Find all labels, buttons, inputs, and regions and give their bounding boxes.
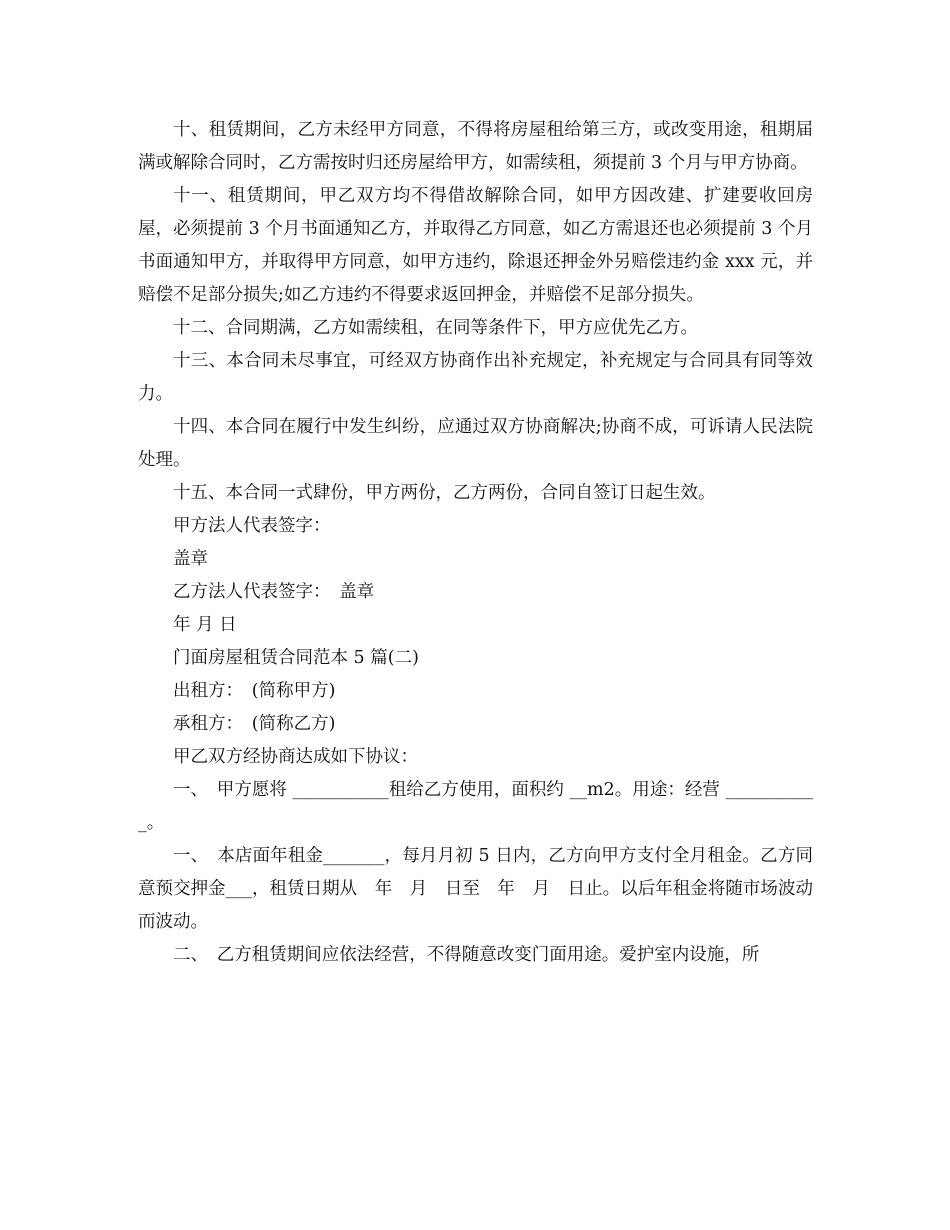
clause-2-usage: 二、 乙方租赁期间应依法经营，不得随意改变门面用途。爱护室内设施，所: [173, 945, 760, 965]
clause-1-premises: 一、 甲方愿将 ___________租给乙方使用，面积约 __m2。用途：经营 ___________。: [138, 780, 813, 833]
clause-13: 十三、本合同未尽事宜，可经双方协商作出补充规定，补充规定与合同具有同等效力。: [138, 351, 813, 404]
clause-14: 十四、本合同在履行中发生纠纷，应通过双方协商解决;协商不成，可诉请人民法院处理。: [138, 417, 813, 470]
agreement-intro: 甲乙双方经协商达成如下协议：: [173, 747, 418, 767]
clause-1-rent: 一、 本店面年租金_______，每月月初 5 日内，乙方向甲方支付全月租金。乙方同意预交押金___，租赁日期从 年 月 日至 年 月 日止。以后年租金将随市场波动而波动。: [138, 846, 813, 932]
date-line: 年 月 日: [173, 615, 237, 635]
section-heading: 门面房屋租赁合同范本 5 篇(二): [173, 648, 419, 668]
party-b-signature-line: 乙方法人代表签字： 盖章: [173, 582, 375, 602]
party-a-seal-line: 盖章: [173, 549, 208, 569]
clause-11: 十一、租赁期间，甲乙双方均不得借故解除合同，如甲方因改建、扩建要收回房屋，必须提前 3 个月书面通知乙方，并取得乙方同意，如乙方需退还也必须提前 3 个月书面通知甲方，并取得甲方同意，如甲方违约，除退还押金外另赔偿违约金 xxx 元，并赔偿不足部分损失;如乙方违约不得要求返回押金，并赔偿不足部分损失。: [138, 186, 813, 305]
lessee-line: 承租方： (简称乙方): [173, 714, 336, 734]
lessor-line: 出租方： (简称甲方): [173, 681, 336, 701]
document-body: [138, 114, 813, 972]
clause-15: 十五、本合同一式肆份，甲方两份，乙方两份，合同自签订日起生效。: [173, 483, 716, 503]
party-a-signature-line: 甲方法人代表签字：: [173, 516, 331, 536]
clause-12: 十二、合同期满，乙方如需续租，在同等条件下，甲方应优先乙方。: [173, 318, 698, 338]
clause-10: 十、租赁期间，乙方未经甲方同意，不得将房屋租给第三方，或改变用途，租期届满或解除合同时，乙方需按时归还房屋给甲方，如需续租，须提前 3 个月与甲方协商。: [138, 120, 813, 173]
